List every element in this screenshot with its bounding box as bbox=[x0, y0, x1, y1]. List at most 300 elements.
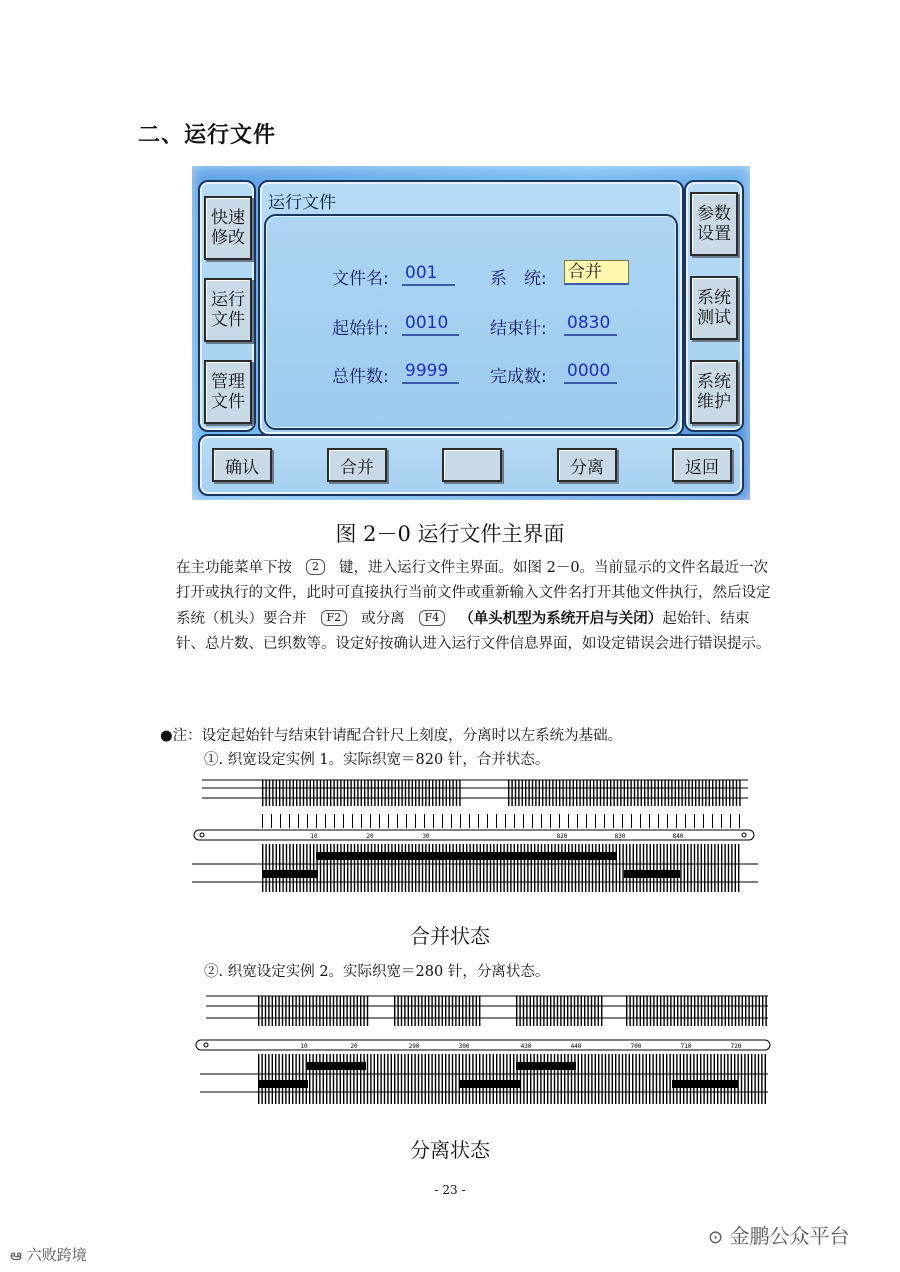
needle bbox=[712, 814, 713, 828]
needle bbox=[425, 996, 426, 1026]
needle bbox=[508, 780, 509, 806]
needle bbox=[581, 1054, 582, 1104]
needle bbox=[515, 780, 516, 806]
needle bbox=[353, 1054, 354, 1104]
needle bbox=[658, 814, 659, 828]
needle bbox=[717, 1054, 718, 1104]
needle bbox=[560, 996, 561, 1026]
needle bbox=[719, 780, 720, 806]
needle bbox=[731, 1054, 732, 1104]
needle bbox=[694, 844, 695, 892]
needle bbox=[707, 1054, 708, 1104]
needle bbox=[459, 780, 460, 806]
file-name-field[interactable]: 001 bbox=[402, 262, 455, 286]
back-button[interactable]: 返回 bbox=[672, 448, 732, 482]
needle bbox=[370, 1054, 371, 1104]
needle bbox=[697, 844, 698, 892]
needle bbox=[724, 844, 725, 892]
needle bbox=[395, 844, 396, 892]
needle bbox=[656, 1054, 657, 1104]
needle bbox=[550, 996, 551, 1026]
para-text-5: 起始针、结束针、总片数、已织数等。设定好按确认进入运行文件信息界面，如设定错误会进行错误提示。 bbox=[176, 611, 771, 652]
needle bbox=[384, 844, 385, 892]
needle bbox=[432, 844, 433, 892]
tick-label: 20 bbox=[350, 1043, 358, 1050]
needle bbox=[709, 780, 710, 806]
needle bbox=[564, 1054, 565, 1104]
needle bbox=[646, 996, 647, 1026]
needle bbox=[439, 780, 440, 806]
needle bbox=[571, 1054, 572, 1104]
needle bbox=[550, 814, 551, 828]
needle bbox=[765, 1054, 766, 1104]
needle bbox=[578, 844, 579, 892]
needle bbox=[653, 996, 654, 1026]
blank-button[interactable] bbox=[442, 448, 502, 482]
needle bbox=[586, 780, 587, 806]
needle bbox=[354, 780, 355, 806]
needle bbox=[559, 780, 560, 806]
needle bbox=[448, 996, 449, 1026]
needle bbox=[293, 844, 294, 892]
knit-area-right bbox=[516, 1062, 576, 1070]
needle bbox=[660, 844, 661, 892]
needle bbox=[552, 780, 553, 806]
needle bbox=[639, 844, 640, 892]
needle bbox=[455, 996, 456, 1026]
needle bbox=[333, 996, 334, 1026]
needle bbox=[573, 780, 574, 806]
left-carriage bbox=[262, 870, 318, 878]
needle bbox=[544, 844, 545, 892]
needle bbox=[334, 814, 335, 828]
needle bbox=[336, 1054, 337, 1104]
needle bbox=[312, 1054, 313, 1104]
needle bbox=[510, 1054, 511, 1104]
needle bbox=[364, 844, 365, 892]
needle bbox=[527, 1054, 528, 1104]
needle bbox=[465, 996, 466, 1026]
needle bbox=[659, 1054, 660, 1104]
needle bbox=[286, 780, 287, 806]
needle bbox=[391, 780, 392, 806]
needle bbox=[549, 780, 550, 806]
needle bbox=[449, 844, 450, 892]
needle bbox=[456, 780, 457, 806]
needle bbox=[591, 996, 592, 1026]
needle bbox=[337, 844, 338, 892]
needle bbox=[631, 814, 632, 828]
quick-edit-button[interactable]: 快速 修改 bbox=[204, 196, 252, 260]
needle bbox=[725, 996, 726, 1026]
needle bbox=[299, 996, 300, 1026]
needle bbox=[418, 844, 419, 892]
needle bbox=[622, 1054, 623, 1104]
needle bbox=[395, 780, 396, 806]
needle bbox=[577, 996, 578, 1026]
needle bbox=[262, 780, 263, 806]
needle bbox=[702, 780, 703, 806]
needle bbox=[598, 996, 599, 1026]
needle bbox=[687, 844, 688, 892]
needle bbox=[608, 1054, 609, 1104]
needle bbox=[731, 844, 732, 892]
needle bbox=[404, 1054, 405, 1104]
needle bbox=[478, 814, 479, 828]
total-pieces-label: 总件数: bbox=[332, 367, 389, 387]
needle bbox=[646, 844, 647, 892]
needle bbox=[675, 780, 676, 806]
needle bbox=[510, 844, 511, 892]
needle bbox=[673, 1054, 674, 1104]
needle bbox=[394, 996, 395, 1026]
needle bbox=[486, 844, 487, 892]
needle bbox=[309, 996, 310, 1026]
needle bbox=[596, 780, 597, 806]
needle bbox=[271, 814, 272, 828]
needle bbox=[550, 1054, 551, 1104]
needle bbox=[323, 780, 324, 806]
needle bbox=[500, 844, 501, 892]
completed-field[interactable]: 0000 bbox=[564, 360, 617, 384]
needle bbox=[384, 780, 385, 806]
needle bbox=[473, 844, 474, 892]
needle bbox=[617, 780, 618, 806]
needle-rule bbox=[194, 830, 754, 840]
needle bbox=[748, 1054, 749, 1104]
key-2-icon: 2 bbox=[306, 559, 325, 575]
needle bbox=[401, 780, 402, 806]
needle bbox=[347, 780, 348, 806]
needle bbox=[276, 844, 277, 892]
manage-file-button[interactable]: 管理 文件 bbox=[204, 360, 252, 424]
needle bbox=[647, 780, 648, 806]
needle bbox=[561, 844, 562, 892]
needle bbox=[649, 1054, 650, 1104]
needle bbox=[425, 844, 426, 892]
needle bbox=[422, 780, 423, 806]
needle bbox=[462, 996, 463, 1026]
needle bbox=[452, 1054, 453, 1104]
system-maintenance-button[interactable]: 系统 维护 bbox=[690, 360, 738, 424]
needle bbox=[503, 1054, 504, 1104]
needle bbox=[674, 996, 675, 1026]
needle bbox=[721, 844, 722, 892]
needle bbox=[667, 996, 668, 1026]
knit-area bbox=[316, 852, 616, 860]
needle bbox=[397, 814, 398, 828]
needle bbox=[758, 1054, 759, 1104]
needle bbox=[343, 996, 344, 1026]
needle bbox=[456, 844, 457, 892]
needle bbox=[681, 780, 682, 806]
needle bbox=[697, 1054, 698, 1104]
needle bbox=[588, 1054, 589, 1104]
needle bbox=[476, 844, 477, 892]
needle bbox=[279, 844, 280, 892]
needle bbox=[306, 844, 307, 892]
needle bbox=[533, 1054, 534, 1104]
watermark-right-text: 金鹏公众平台 bbox=[729, 1224, 850, 1248]
needle bbox=[724, 1054, 725, 1104]
needle bbox=[480, 844, 481, 892]
needle bbox=[636, 996, 637, 1026]
needle bbox=[303, 780, 304, 806]
needle bbox=[367, 1054, 368, 1104]
needle bbox=[684, 996, 685, 1026]
needle bbox=[615, 1054, 616, 1104]
needle bbox=[557, 1054, 558, 1104]
needle bbox=[541, 814, 542, 828]
needle bbox=[653, 844, 654, 892]
needle bbox=[736, 780, 737, 806]
needle bbox=[704, 844, 705, 892]
needle bbox=[472, 1054, 473, 1104]
needle bbox=[398, 844, 399, 892]
needle bbox=[518, 780, 519, 806]
needle bbox=[452, 996, 453, 1026]
needle bbox=[701, 844, 702, 892]
needle bbox=[405, 844, 406, 892]
needle bbox=[452, 844, 453, 892]
needle bbox=[299, 844, 300, 892]
needle bbox=[459, 844, 460, 892]
needle bbox=[620, 780, 621, 806]
needle bbox=[603, 780, 604, 806]
needle bbox=[543, 996, 544, 1026]
left-carriage bbox=[258, 1080, 308, 1088]
run-file-button[interactable]: 运行 文件 bbox=[204, 278, 252, 342]
needle bbox=[567, 1054, 568, 1104]
needle bbox=[306, 780, 307, 806]
needle bbox=[626, 996, 627, 1026]
needle bbox=[739, 814, 740, 828]
needle bbox=[493, 844, 494, 892]
needle bbox=[289, 996, 290, 1026]
needle bbox=[705, 780, 706, 806]
needle bbox=[511, 780, 512, 806]
needle bbox=[442, 1054, 443, 1104]
para-text-1: 在主功能菜单下按 bbox=[176, 560, 292, 576]
tick-label: 10 bbox=[300, 1043, 308, 1050]
needle bbox=[526, 996, 527, 1026]
tick-label: 300 bbox=[458, 1043, 470, 1050]
needle bbox=[718, 996, 719, 1026]
needle bbox=[310, 780, 311, 806]
needle bbox=[658, 780, 659, 806]
needle bbox=[309, 1054, 310, 1104]
needle bbox=[272, 780, 273, 806]
system-test-button[interactable]: 系统 测试 bbox=[690, 276, 738, 340]
needle bbox=[412, 780, 413, 806]
needle bbox=[357, 996, 358, 1026]
needle bbox=[479, 996, 480, 1026]
needle bbox=[496, 1054, 497, 1104]
needle bbox=[667, 814, 668, 828]
needle bbox=[344, 844, 345, 892]
needle bbox=[292, 1054, 293, 1104]
needle bbox=[275, 996, 276, 1026]
needle bbox=[686, 1054, 687, 1104]
needle bbox=[523, 1054, 524, 1104]
needle bbox=[762, 996, 763, 1026]
needle bbox=[486, 1054, 487, 1104]
needle bbox=[374, 1054, 375, 1104]
needle bbox=[629, 1054, 630, 1104]
needle bbox=[289, 780, 290, 806]
needle bbox=[320, 844, 321, 892]
needle bbox=[523, 814, 524, 828]
needle bbox=[278, 996, 279, 1026]
needle bbox=[425, 780, 426, 806]
needle bbox=[446, 780, 447, 806]
needle bbox=[282, 996, 283, 1026]
needle bbox=[636, 844, 637, 892]
rule-hole bbox=[742, 833, 746, 837]
needle bbox=[286, 844, 287, 892]
needle bbox=[452, 780, 453, 806]
needle bbox=[377, 1054, 378, 1104]
needle bbox=[411, 1054, 412, 1104]
needle bbox=[398, 780, 399, 806]
needle bbox=[496, 814, 497, 828]
needle bbox=[340, 1054, 341, 1104]
needle bbox=[703, 1054, 704, 1104]
needle bbox=[593, 780, 594, 806]
needle bbox=[657, 996, 658, 1026]
separate-button[interactable]: 分离 bbox=[557, 448, 617, 482]
needle bbox=[595, 814, 596, 828]
needle bbox=[326, 1054, 327, 1104]
needle bbox=[455, 1054, 456, 1104]
needle bbox=[350, 844, 351, 892]
needle bbox=[551, 844, 552, 892]
needle bbox=[497, 844, 498, 892]
needle bbox=[401, 996, 402, 1026]
tick-label: 10 bbox=[310, 833, 318, 840]
needle bbox=[745, 996, 746, 1026]
watermark-left bbox=[10, 1244, 87, 1268]
needle bbox=[557, 996, 558, 1026]
needle bbox=[588, 844, 589, 892]
page-number: - 23 - bbox=[434, 1183, 466, 1197]
needle bbox=[737, 1054, 738, 1104]
needle bbox=[554, 844, 555, 892]
needle bbox=[354, 844, 355, 892]
needle bbox=[401, 844, 402, 892]
needle bbox=[388, 844, 389, 892]
needle bbox=[578, 1054, 579, 1104]
tick-label: 830 bbox=[614, 833, 626, 840]
needle bbox=[531, 844, 532, 892]
needle bbox=[414, 1054, 415, 1104]
needle bbox=[408, 996, 409, 1026]
needle bbox=[612, 1054, 613, 1104]
needle bbox=[353, 996, 354, 1026]
needle bbox=[329, 1054, 330, 1104]
needle bbox=[268, 1054, 269, 1104]
needle bbox=[544, 1054, 545, 1104]
needle bbox=[751, 1054, 752, 1104]
total-pieces-field[interactable]: 9999 bbox=[402, 360, 459, 384]
needle bbox=[487, 814, 488, 828]
needle bbox=[346, 1054, 347, 1104]
needle bbox=[404, 996, 405, 1026]
needle bbox=[632, 1054, 633, 1104]
needle bbox=[272, 996, 273, 1026]
needle bbox=[428, 996, 429, 1026]
file-name-label: 文件名: bbox=[332, 269, 389, 289]
needle bbox=[670, 996, 671, 1026]
needle bbox=[524, 844, 525, 892]
needle bbox=[602, 844, 603, 892]
needle bbox=[650, 996, 651, 1026]
para-text-3: 或分离 bbox=[361, 611, 405, 627]
needle bbox=[548, 844, 549, 892]
needle bbox=[514, 814, 515, 828]
needle bbox=[459, 996, 460, 1026]
needle bbox=[380, 1054, 381, 1104]
needle bbox=[667, 844, 668, 892]
needle bbox=[525, 780, 526, 806]
confirm-button[interactable]: 确认 bbox=[212, 448, 272, 482]
file-settings-form bbox=[264, 214, 678, 430]
needle bbox=[272, 844, 273, 892]
needle bbox=[391, 1054, 392, 1104]
needle bbox=[272, 1054, 273, 1104]
needle bbox=[265, 1054, 266, 1104]
needle bbox=[643, 844, 644, 892]
parameter-settings-button[interactable]: 参数 设置 bbox=[690, 192, 738, 256]
needle bbox=[585, 844, 586, 892]
needle bbox=[302, 1054, 303, 1104]
needle bbox=[537, 844, 538, 892]
wechat-icon: ⊙ bbox=[708, 1227, 724, 1248]
needle bbox=[429, 780, 430, 806]
needle bbox=[289, 1054, 290, 1104]
needle bbox=[448, 1054, 449, 1104]
needle bbox=[370, 814, 371, 828]
needle bbox=[714, 844, 715, 892]
needle bbox=[292, 996, 293, 1026]
needle bbox=[671, 780, 672, 806]
needle bbox=[424, 814, 425, 828]
needle bbox=[520, 1054, 521, 1104]
needle bbox=[463, 844, 464, 892]
merge-button[interactable]: 合并 bbox=[327, 448, 387, 482]
needle bbox=[438, 1054, 439, 1104]
needle bbox=[320, 780, 321, 806]
needle bbox=[406, 814, 407, 828]
needle bbox=[711, 996, 712, 1026]
needle bbox=[289, 844, 290, 892]
needle bbox=[312, 996, 313, 1026]
needle bbox=[279, 780, 280, 806]
needle bbox=[397, 1054, 398, 1104]
needle bbox=[545, 780, 546, 806]
needle bbox=[540, 996, 541, 1026]
needle bbox=[307, 814, 308, 828]
needle bbox=[669, 1054, 670, 1104]
end-needle-field[interactable]: 0830 bbox=[564, 312, 617, 336]
needle bbox=[262, 844, 263, 892]
system-field[interactable]: 合并 bbox=[564, 260, 629, 285]
needle bbox=[627, 780, 628, 806]
needle bbox=[710, 1054, 711, 1104]
needle bbox=[326, 996, 327, 1026]
start-needle-field[interactable]: 0010 bbox=[402, 312, 459, 336]
needle bbox=[530, 1054, 531, 1104]
